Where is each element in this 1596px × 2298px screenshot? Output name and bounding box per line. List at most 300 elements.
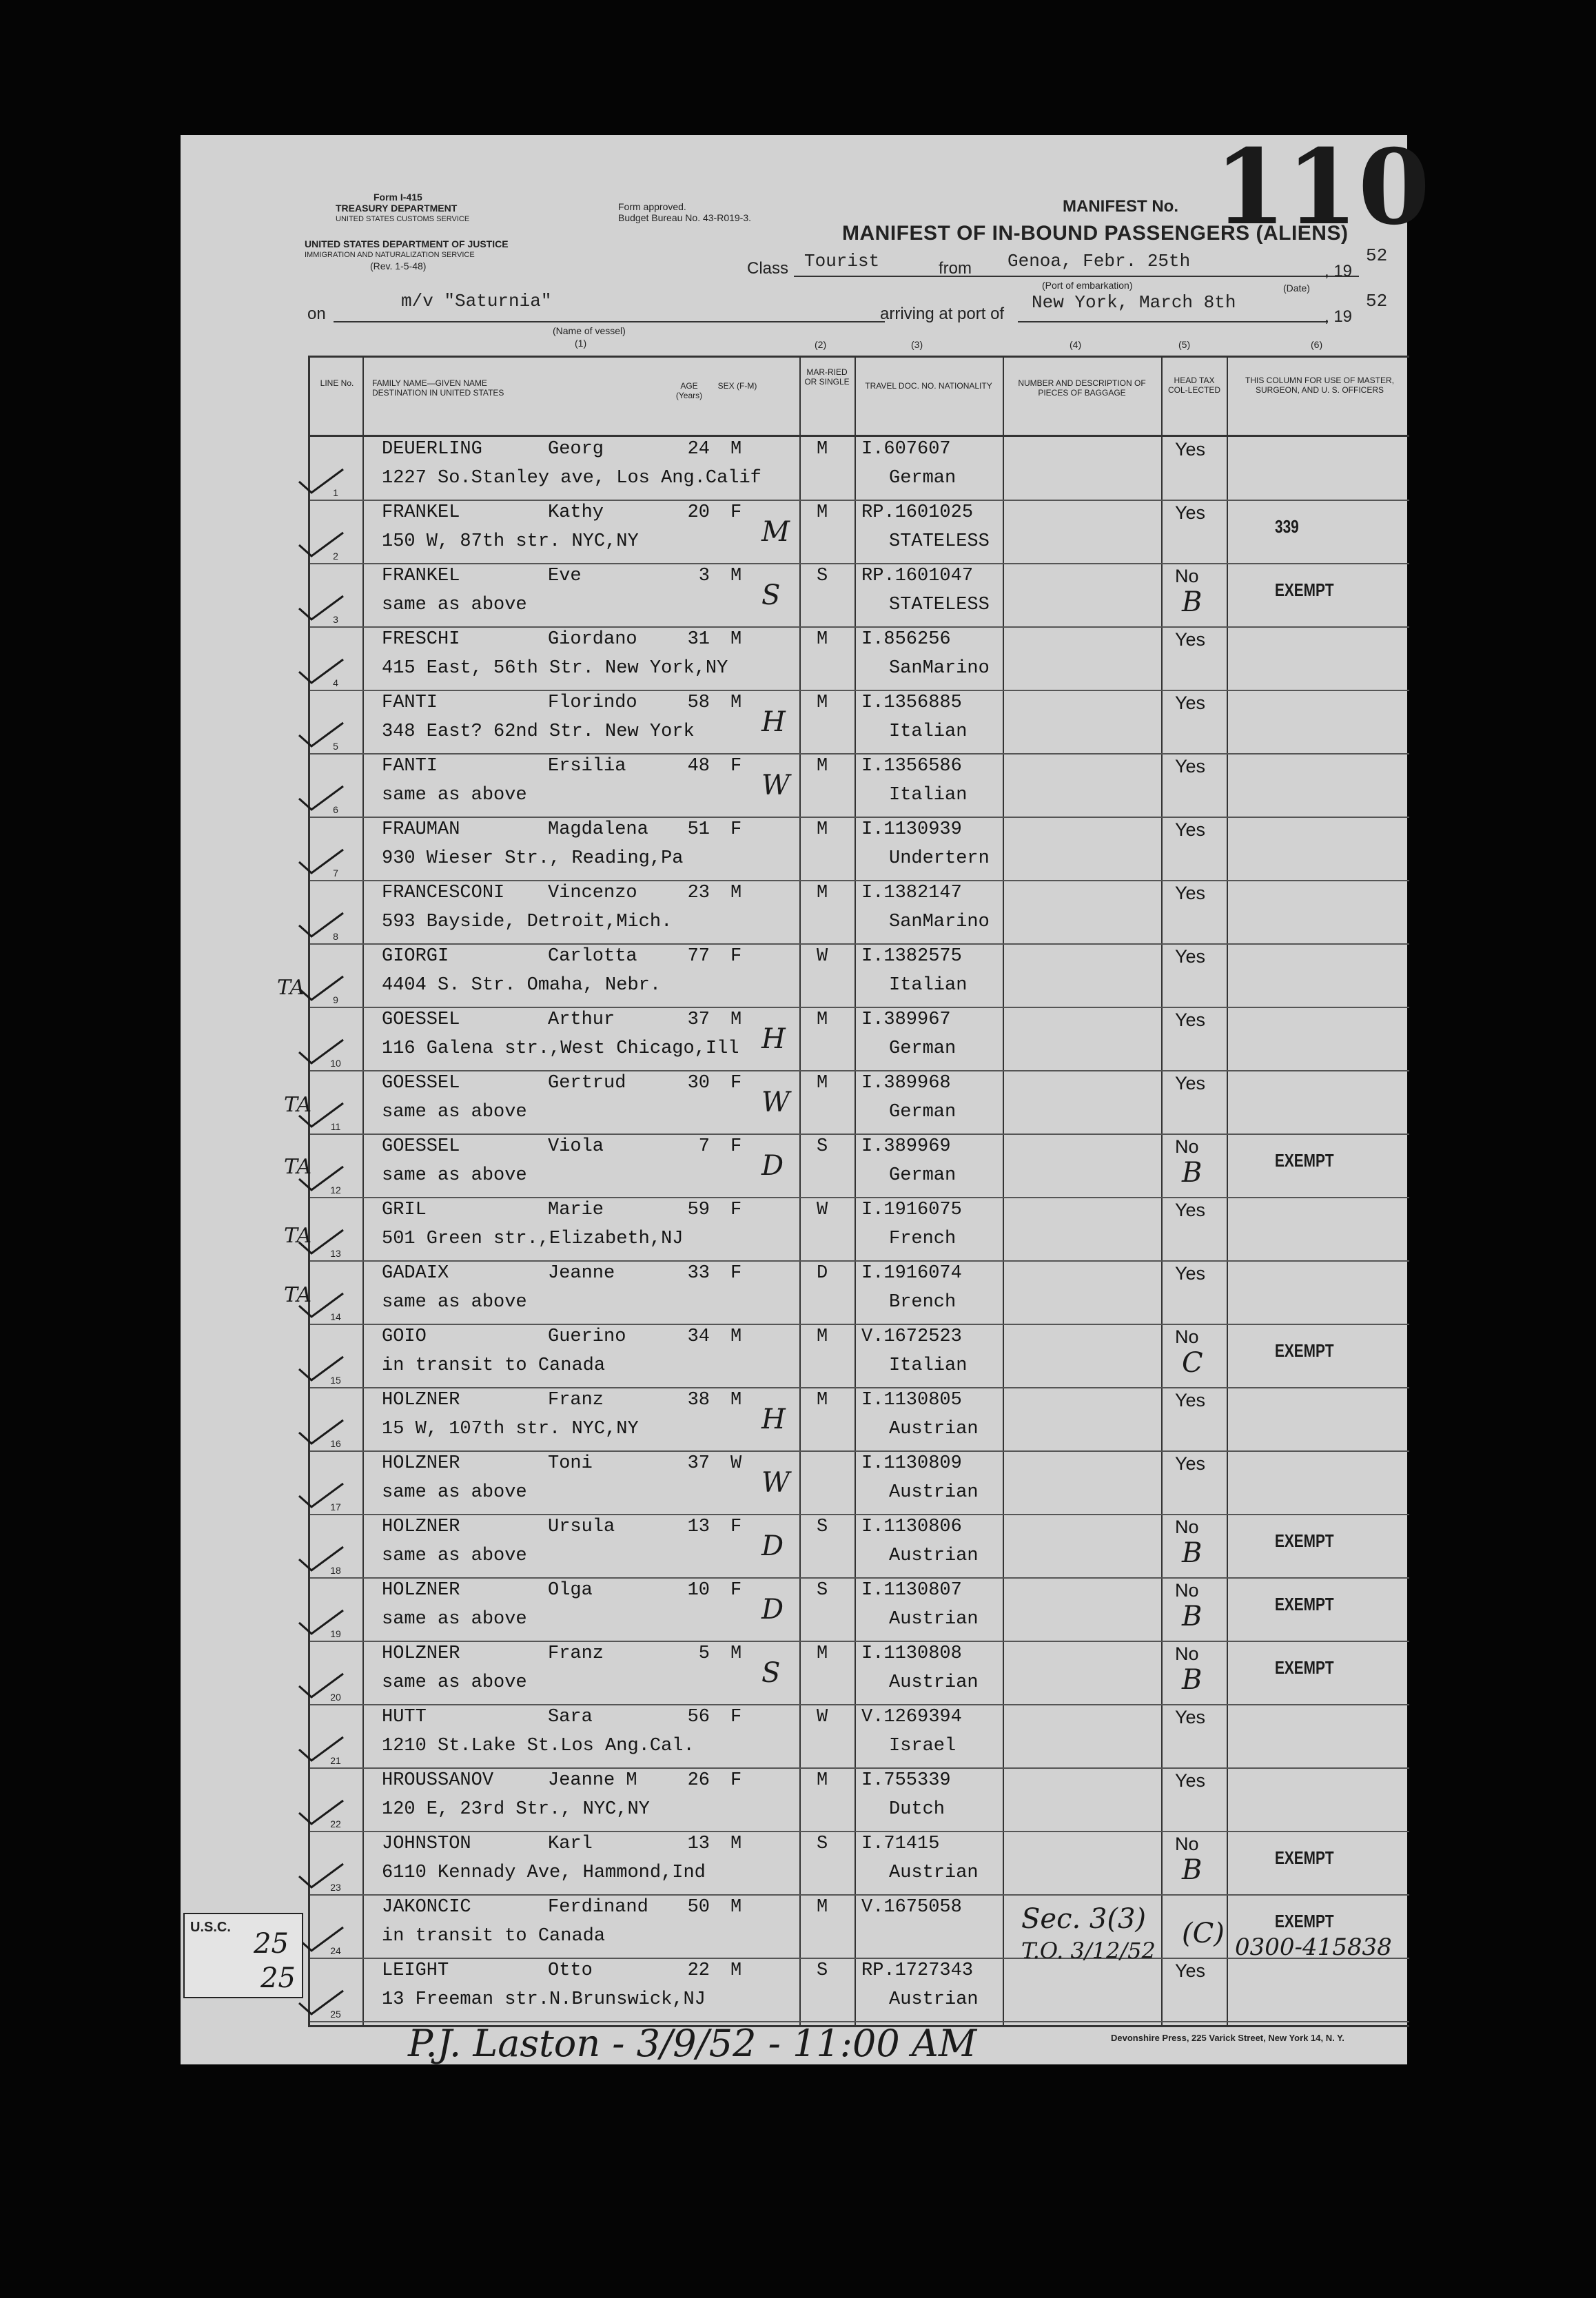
marital-hand-mark: M [761, 516, 790, 548]
given-name: Magdalena [548, 819, 648, 840]
given-name: Viola [548, 1136, 604, 1157]
marital-status: M [817, 1770, 828, 1791]
ta-mark: TA [277, 976, 305, 1000]
check-mark-icon [296, 783, 345, 811]
check-mark-icon [296, 910, 345, 938]
header-divider [310, 435, 1409, 437]
header-name: FAMILY NAME—GIVEN NAME DESTINATION IN UNITED STATES [372, 378, 504, 398]
destination: 930 Wieser Str., Reading,Pa [382, 848, 684, 869]
nationality: STATELESS [889, 531, 990, 552]
destination: 13 Freeman str.N.Brunswick,NJ [382, 1989, 706, 2010]
marital-status: D [817, 1263, 828, 1284]
marital-hand-mark: S [761, 579, 781, 611]
check-mark-icon [296, 1608, 345, 1635]
form-approved: Form approved. [618, 201, 686, 212]
destination: same as above [382, 1546, 527, 1566]
travel-doc-no: I.755339 [861, 1770, 951, 1791]
sex: M [730, 1326, 742, 1347]
line-number: 1 [333, 487, 338, 498]
family-name: HOLZNER [382, 1517, 460, 1537]
line-number: 7 [333, 868, 338, 879]
age: 77 [687, 946, 710, 967]
age: 37 [687, 1009, 710, 1030]
table-row [310, 566, 1409, 632]
arriving-label: arriving at port of [880, 305, 1005, 323]
line-number: 21 [330, 1755, 341, 1766]
destination: 501 Green str.,Elizabeth,NJ [382, 1229, 684, 1249]
marital-status: S [817, 1580, 828, 1601]
marital-status: M [817, 1326, 828, 1347]
marital-status: S [817, 1834, 828, 1854]
col-number-5: (5) [1178, 339, 1191, 350]
destination: same as above [382, 1165, 527, 1186]
head-tax: Yes [1175, 1390, 1206, 1410]
manifest-number-handwritten: 110 [1214, 127, 1431, 248]
destination: same as above [382, 1609, 527, 1630]
table-row [310, 629, 1409, 695]
table-row [310, 1326, 1409, 1393]
marital-hand-mark: D [761, 1594, 784, 1625]
nationality: Israel [889, 1736, 956, 1756]
given-name: Toni [548, 1453, 593, 1474]
family-name: FANTI [382, 693, 438, 713]
header-sex: SEX (F-M) [717, 381, 757, 391]
line-number: 16 [330, 1438, 341, 1449]
age: 59 [687, 1200, 710, 1220]
sex: W [730, 1453, 742, 1474]
row-divider [310, 1831, 1409, 1832]
row-divider [310, 1133, 1409, 1135]
travel-doc-no: I.1356885 [861, 693, 962, 713]
travel-doc-no: V.1269394 [861, 1707, 962, 1727]
head-tax: No [1175, 1834, 1199, 1854]
given-name: Franz [548, 1643, 604, 1664]
head-tax: Yes [1175, 756, 1206, 777]
manifest-title: MANIFEST OF IN-BOUND PASSENGERS (ALIENS) [842, 222, 1349, 245]
year-prefix-2: , 19 [1324, 307, 1353, 326]
line-number: 12 [330, 1184, 341, 1196]
travel-doc-no: I.1916074 [861, 1263, 962, 1284]
row-divider [310, 1894, 1409, 1896]
sex: F [730, 1580, 742, 1601]
row-divider [310, 943, 1409, 945]
given-name: Olga [548, 1580, 593, 1601]
table-row [310, 1960, 1409, 2027]
nationality: Austrian [889, 1419, 979, 1439]
family-name: HUTT [382, 1707, 427, 1727]
header-line-no: LINE No. [320, 378, 354, 388]
header-officers: THIS COLUMN FOR USE OF MASTER, SURGEON, AND U. S. OFFICERS [1245, 376, 1394, 395]
given-name: Carlotta [548, 946, 637, 967]
line-number: 13 [330, 1248, 341, 1259]
row-divider [310, 753, 1409, 755]
family-name: LEIGHT [382, 1960, 449, 1981]
row-divider [310, 1007, 1409, 1008]
officer-note: EXEMPT [1275, 1150, 1334, 1171]
sex: M [730, 1897, 742, 1918]
sex: F [730, 1263, 742, 1284]
table-row [310, 1580, 1409, 1646]
family-name: JAKONCIC [382, 1897, 471, 1918]
marital-status: S [817, 1517, 828, 1537]
given-name: Arthur [548, 1009, 615, 1030]
head-tax: Yes [1175, 1707, 1206, 1727]
manifest-sheet [181, 127, 1431, 2065]
marital-status: S [817, 566, 828, 586]
line-number: 18 [330, 1565, 341, 1576]
line-number: 4 [333, 677, 338, 688]
travel-doc-no: I.607607 [861, 439, 951, 460]
given-name: Sara [548, 1707, 593, 1727]
table-row [310, 1200, 1409, 1266]
family-name: DEUERLING [382, 439, 482, 460]
nationality: STATELESS [889, 595, 990, 615]
head-tax: Yes [1175, 1200, 1206, 1220]
destination: in transit to Canada [382, 1355, 606, 1376]
table-row [310, 1643, 1409, 1710]
line-number: 22 [330, 1818, 341, 1829]
row-divider [310, 1450, 1409, 1452]
line-number: 9 [333, 994, 338, 1005]
marital-status: M [817, 756, 828, 777]
age: 51 [687, 819, 710, 840]
marital-status: M [817, 439, 828, 460]
customs-service: UNITED STATES CUSTOMS SERVICE [336, 215, 470, 223]
age: 13 [687, 1517, 710, 1537]
age: 34 [687, 1326, 710, 1347]
family-name: FRANKEL [382, 502, 460, 523]
signature-line: P.J. Laston - 3/9/52 - 11:00 AM [408, 2022, 977, 2065]
marital-status: M [817, 1390, 828, 1410]
sex: F [730, 819, 742, 840]
row-divider [310, 1324, 1409, 1325]
age: 23 [687, 883, 710, 903]
marital-hand-mark: S [761, 1657, 781, 1689]
arriving-value: New York, March 8th [1032, 292, 1236, 313]
given-name: Marie [548, 1200, 604, 1220]
sex: F [730, 1136, 742, 1157]
marital-status: W [817, 1707, 828, 1727]
check-mark-icon [296, 1037, 345, 1065]
table-row [310, 1834, 1409, 1900]
sex: M [730, 883, 742, 903]
destination: 6110 Kennady Ave, Hammond,Ind [382, 1863, 706, 1883]
row-divider [310, 880, 1409, 881]
sex: F [730, 756, 742, 777]
destination: 1210 St.Lake St.Los Ang.Cal. [382, 1736, 695, 1756]
travel-doc-no: I.1130807 [861, 1580, 962, 1601]
table-row [310, 946, 1409, 1012]
row-divider [310, 1577, 1409, 1579]
marital-status: M [817, 502, 828, 523]
age: 30 [687, 1073, 710, 1094]
marital-hand-mark: W [761, 770, 790, 801]
col-number-4: (4) [1070, 339, 1082, 350]
ta-mark: TA [284, 1224, 312, 1248]
age: 3 [698, 566, 710, 586]
age: 20 [687, 502, 710, 523]
head-tax: Yes [1175, 1770, 1206, 1791]
nationality: Austrian [889, 1546, 979, 1566]
nationality: SanMarino [889, 912, 990, 932]
row24-section-note: Sec. 3(3) [1021, 1903, 1147, 1935]
head-tax-class: B [1182, 586, 1203, 618]
check-mark-icon [296, 1417, 345, 1445]
sex: M [730, 693, 742, 713]
travel-doc-no: I.71415 [861, 1834, 940, 1854]
row-divider [310, 500, 1409, 501]
head-tax: Yes [1175, 439, 1206, 460]
age: 58 [687, 693, 710, 713]
year-prefix-1: , 19 [1324, 262, 1353, 280]
vessel-underline [334, 321, 885, 322]
given-name: Eve [548, 566, 582, 586]
row-divider [310, 690, 1409, 691]
check-mark-icon [296, 1925, 345, 1952]
nationality: Brench [889, 1292, 956, 1313]
destination: same as above [382, 1672, 527, 1693]
check-mark-icon [296, 1734, 345, 1762]
officer-note: EXEMPT [1275, 1847, 1334, 1868]
officer-note: 339 [1275, 516, 1299, 537]
arriving-underline [1018, 321, 1328, 322]
family-name: GOESSEL [382, 1009, 460, 1030]
destination: 593 Bayside, Detroit,Mich. [382, 912, 673, 932]
nationality: Italian [889, 1355, 968, 1376]
head-tax: No [1175, 1326, 1199, 1347]
date-caption: (Date) [1283, 283, 1310, 294]
row-divider [310, 563, 1409, 564]
travel-doc-no: I.1356586 [861, 756, 962, 777]
destination: in transit to Canada [382, 1926, 606, 1947]
port-embarkation-caption: (Port of embarkation) [1042, 280, 1133, 291]
head-tax: No [1175, 1580, 1199, 1601]
marital-status: M [817, 629, 828, 650]
table-row [310, 1073, 1409, 1139]
sex: M [730, 1834, 742, 1854]
destination: same as above [382, 785, 527, 806]
header-married: MAR-RIED OR SINGLE [804, 367, 850, 387]
family-name: HOLZNER [382, 1390, 460, 1410]
head-tax: No [1175, 1517, 1199, 1537]
marital-status: S [817, 1136, 828, 1157]
row-divider [310, 1070, 1409, 1071]
nationality: Dutch [889, 1799, 945, 1820]
check-mark-icon [296, 466, 345, 494]
nationality: Austrian [889, 1863, 979, 1883]
line-number: 11 [330, 1121, 341, 1132]
line-number: 14 [330, 1311, 341, 1322]
head-tax: Yes [1175, 883, 1206, 903]
line-number: 23 [330, 1882, 341, 1893]
check-mark-icon [296, 1354, 345, 1382]
line-number: 6 [333, 804, 338, 815]
col-number-6: (6) [1311, 339, 1323, 350]
travel-doc-no: I.1130805 [861, 1390, 962, 1410]
printer-imprint: Devonshire Press, 225 Varick Street, New York 14, N. Y. [1111, 2033, 1344, 2043]
row-divider [310, 1387, 1409, 1388]
line-number: 8 [333, 931, 338, 942]
sex: M [730, 1643, 742, 1664]
sex: F [730, 946, 742, 967]
travel-doc-no: RP.1601047 [861, 566, 974, 586]
on-label: on [307, 305, 326, 323]
family-name: GOESSEL [382, 1073, 460, 1094]
vessel-name: m/v "Saturnia" [401, 291, 552, 311]
nationality: German [889, 1165, 956, 1186]
form-revision: (Rev. 1-5-48) [370, 260, 427, 271]
table-row [310, 1770, 1409, 1836]
sex: F [730, 1517, 742, 1537]
head-tax-class: B [1182, 1601, 1203, 1632]
destination: 15 W, 107th str. NYC,NY [382, 1419, 639, 1439]
row24-file-number: 0300-415838 [1235, 1933, 1392, 1961]
row-divider [310, 1514, 1409, 1515]
nationality: German [889, 468, 956, 489]
given-name: Jeanne [548, 1263, 615, 1284]
from-value: Genoa, Febr. 25th [1007, 251, 1191, 271]
given-name: Guerino [548, 1326, 626, 1347]
nationality: German [889, 1102, 956, 1122]
budget-bureau: Budget Bureau No. 43-R019-3. [618, 212, 752, 223]
marital-status: W [817, 1200, 828, 1220]
check-mark-icon [296, 1671, 345, 1699]
marital-hand-mark: D [761, 1530, 784, 1562]
line-number: 20 [330, 1692, 341, 1703]
age: 13 [687, 1834, 710, 1854]
family-name: FRAUMAN [382, 819, 460, 840]
travel-doc-no: I.856256 [861, 629, 951, 650]
travel-doc-no: I.389968 [861, 1073, 951, 1094]
head-tax: Yes [1175, 1009, 1206, 1030]
travel-doc-no: I.1130808 [861, 1643, 962, 1664]
check-mark-icon [296, 1481, 345, 1508]
given-name: Franz [548, 1390, 604, 1410]
nationality: SanMarino [889, 658, 990, 679]
nationality: German [889, 1038, 956, 1059]
given-name: Otto [548, 1960, 593, 1981]
destination: same as above [382, 1292, 527, 1313]
line-number: 10 [330, 1058, 341, 1069]
sex: M [730, 1009, 742, 1030]
age: 48 [687, 756, 710, 777]
sex: F [730, 1200, 742, 1220]
treasury-dept: TREASURY DEPARTMENT [336, 203, 458, 214]
header-baggage: NUMBER AND DESCRIPTION OF PIECES OF BAGGAGE [1018, 378, 1146, 398]
sex: F [730, 1073, 742, 1094]
ins-service: IMMIGRATION AND NATURALIZATION SERVICE [305, 251, 475, 259]
table-row [310, 819, 1409, 885]
given-name: Florindo [548, 693, 637, 713]
head-tax: Yes [1175, 819, 1206, 840]
destination: 116 Galena str.,West Chicago,Ill [382, 1038, 739, 1059]
sex: F [730, 1770, 742, 1791]
travel-doc-no: I.1382147 [861, 883, 962, 903]
family-name: GOIO [382, 1326, 427, 1347]
nationality: Austrian [889, 1672, 979, 1693]
family-name: FRANKEL [382, 566, 460, 586]
row-divider [310, 1260, 1409, 1262]
check-mark-icon [296, 1861, 345, 1889]
nationality: Italian [889, 975, 968, 996]
marital-status: M [817, 819, 828, 840]
destination: 150 W, 87th str. NYC,NY [382, 531, 639, 552]
head-tax-class: B [1182, 1854, 1203, 1886]
row-divider [310, 817, 1409, 818]
age: 5 [698, 1643, 710, 1664]
head-tax: Yes [1175, 946, 1206, 967]
sex: M [730, 629, 742, 650]
head-tax: Yes [1175, 502, 1206, 523]
nationality: Undertern [889, 848, 990, 869]
family-name: GOESSEL [382, 1136, 460, 1157]
class-label: Class [747, 259, 789, 278]
header-age: AGE (Years) [675, 381, 703, 400]
sex: M [730, 1960, 742, 1981]
age: 22 [687, 1960, 710, 1981]
marital-status: M [817, 1009, 828, 1030]
nationality: Italian [889, 721, 968, 742]
row-divider [310, 1767, 1409, 1769]
table-row [310, 1707, 1409, 1773]
age: 38 [687, 1390, 710, 1410]
given-name: Gertrud [548, 1073, 626, 1094]
check-mark-icon [296, 530, 345, 557]
sex: F [730, 1707, 742, 1727]
inspection-stamp [183, 1913, 303, 1998]
family-name: GIORGI [382, 946, 449, 967]
nationality: Austrian [889, 1989, 979, 2010]
destination: same as above [382, 1482, 527, 1503]
head-tax: Yes [1175, 1073, 1206, 1094]
marital-hand-mark: D [761, 1150, 784, 1182]
marital-hand-mark: H [761, 1404, 786, 1435]
destination: 4404 S. Str. Omaha, Nebr. [382, 975, 662, 996]
officer-note: EXEMPT [1275, 579, 1334, 600]
table-row [310, 756, 1409, 822]
officer-note: EXEMPT [1275, 1657, 1334, 1678]
given-name: Georg [548, 439, 604, 460]
ta-mark: TA [284, 1155, 312, 1179]
travel-doc-no: V.1672523 [861, 1326, 962, 1347]
table-row [310, 1517, 1409, 1583]
manifest-no-label: MANIFEST No. [1063, 197, 1178, 216]
head-tax: Yes [1175, 1960, 1206, 1981]
travel-doc-no: I.389967 [861, 1009, 951, 1030]
marital-hand-mark: W [761, 1087, 790, 1118]
family-name: FANTI [382, 756, 438, 777]
travel-doc-no: RP.1727343 [861, 1960, 974, 1981]
year-value-2: 52 [1366, 291, 1388, 311]
row-divider [310, 1641, 1409, 1642]
destination: 120 E, 23rd Str., NYC,NY [382, 1799, 650, 1820]
destination: same as above [382, 595, 527, 615]
officer-note: EXEMPT [1275, 1594, 1334, 1614]
sex: M [730, 566, 742, 586]
header-head-tax: HEAD TAX COL-LECTED [1167, 376, 1220, 395]
row-divider [310, 1197, 1409, 1198]
justice-dept: UNITED STATES DEPARTMENT OF JUSTICE [305, 238, 509, 249]
row-divider [310, 1704, 1409, 1705]
row-divider [310, 626, 1409, 628]
destination: 1227 So.Stanley ave, Los Ang.Calif [382, 468, 761, 489]
col-number-3: (3) [911, 339, 923, 350]
family-name: HROUSSANOV [382, 1770, 494, 1791]
marital-status: M [817, 693, 828, 713]
check-mark-icon [296, 593, 345, 621]
from-underline [987, 276, 1359, 277]
table-row [310, 502, 1409, 568]
